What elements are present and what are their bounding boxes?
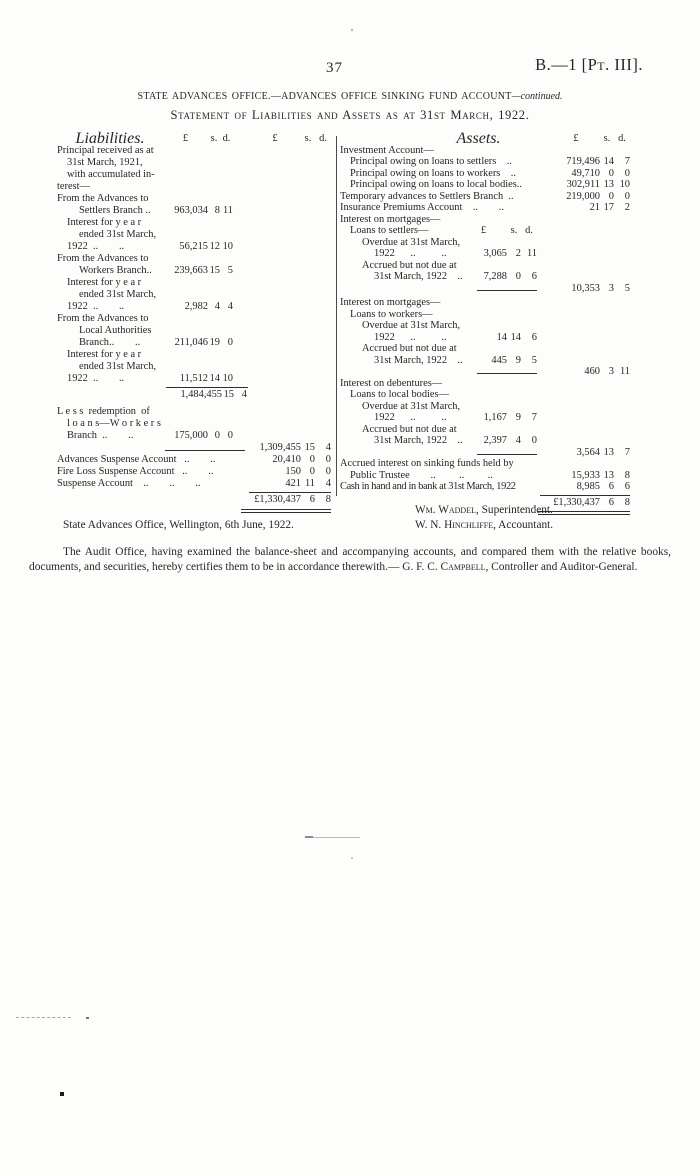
pence-header: d. <box>618 133 626 144</box>
shillings-header: s. <box>304 133 312 144</box>
ledger-line: terest— <box>57 181 90 192</box>
ledger-line: Overdue at 31st March, <box>362 400 461 412</box>
amount-shillings: 2 <box>515 248 521 259</box>
amount-pounds: 175,000 <box>174 430 208 441</box>
amount-pence: 11 <box>619 366 630 377</box>
ledger-line: Loans to local bodies— <box>350 389 449 400</box>
table-row <box>340 179 630 191</box>
table-row <box>340 260 630 283</box>
amount-pounds: 56,215 <box>179 241 208 252</box>
table-row <box>57 145 331 193</box>
ledger-line: From the Advances to <box>57 193 149 204</box>
sum-rule <box>477 373 537 374</box>
liabilities-column <box>57 130 331 505</box>
column-divider-rule <box>336 136 337 496</box>
ledger-line: Interest for y e a r <box>67 277 142 288</box>
amount-pence: 4 <box>325 478 331 489</box>
row-label <box>340 259 463 283</box>
row-label <box>340 389 537 401</box>
row-label <box>340 168 537 180</box>
amount-pounds: 49,710 <box>571 167 600 179</box>
liabilities-rows <box>57 145 331 513</box>
amount-shillings: 3 <box>608 282 614 294</box>
amount-pence: 7 <box>531 412 537 423</box>
amount-pounds: 20,410 <box>272 454 301 465</box>
ledger-line: Branch.. .. <box>79 337 141 348</box>
amount-shillings: 0 <box>309 454 315 465</box>
carry-row <box>340 366 630 378</box>
office-date-line: State Advances Office, Wellington, 6th June, 1922. <box>63 519 294 531</box>
row-label <box>340 297 537 309</box>
table-row <box>57 406 331 442</box>
shillings-header: s. <box>603 133 611 144</box>
ledger-line: Suspense Account .. .. .. <box>57 478 201 489</box>
table-row <box>340 424 630 447</box>
row-label <box>340 225 460 237</box>
ledger-line: ended 31st March, <box>79 229 157 240</box>
scan-artifact-dot <box>351 857 353 859</box>
accountant-name: W. N. Hinchliffe, <box>415 519 496 531</box>
row-label <box>57 349 163 385</box>
amount-shillings: 0 <box>309 466 315 477</box>
amount-pence: 11 <box>222 205 233 216</box>
ledger-line: 1922 .. .. <box>67 301 125 312</box>
table-row <box>57 494 331 506</box>
table-row <box>340 309 630 321</box>
ledger-line: 1922 .. .. <box>67 241 125 252</box>
amount-pounds: 963,034 <box>174 205 208 216</box>
auditor-title: , Controller and Auditor-General. <box>485 561 638 574</box>
ledger-line: Temporary advances to Settlers Branch .. <box>340 190 514 202</box>
table-row <box>57 313 331 349</box>
ledger-line: 31st March, 1922 .. <box>374 354 463 366</box>
amount-pounds: 421 <box>285 478 301 489</box>
row-label <box>340 156 537 168</box>
ledger-line: Branch .. .. <box>67 430 134 441</box>
accountant-role: Accountant. <box>495 519 554 531</box>
ledger-line: L e s s redemption of <box>57 406 150 417</box>
row-label <box>57 277 163 313</box>
amount-pence: 10 <box>222 373 233 384</box>
amount-shillings: 11 <box>304 478 315 489</box>
amount-pounds: 445 <box>491 354 507 366</box>
amount-pence: 0 <box>624 167 630 179</box>
ledger-line: with accumulated in- <box>67 169 155 180</box>
carry-row <box>57 442 331 454</box>
row-label <box>340 378 537 390</box>
table-row <box>340 389 630 401</box>
table-row <box>340 481 630 493</box>
amount-shillings: 17 <box>603 202 614 213</box>
scan-artifact-tick <box>305 836 313 838</box>
ledger-line: Principal owing on loans to settlers .. <box>350 156 512 167</box>
table-row <box>340 401 630 424</box>
amount-pence: 0 <box>531 435 537 446</box>
row-label <box>340 343 463 366</box>
row-label <box>340 423 463 447</box>
amount-shillings: 0 <box>515 271 521 282</box>
row-label <box>340 320 460 343</box>
liabilities-heading: Liabilities. <box>75 130 145 147</box>
scan-artifact-mark <box>86 1017 89 1019</box>
ledger-line: Principal received as at <box>57 145 154 156</box>
amount-pounds: 219,000 <box>566 190 600 202</box>
scan-artifact-line <box>307 837 360 838</box>
sum-rule <box>165 450 245 451</box>
amount-pounds: 211,046 <box>174 337 208 348</box>
superintendent-signature <box>415 504 553 516</box>
pence-header: d. <box>222 133 231 144</box>
row-label <box>57 253 163 277</box>
row-label <box>340 309 537 321</box>
amount-pounds: 7,288 <box>483 271 507 282</box>
sum-rule <box>477 290 537 291</box>
amount-shillings: 15 <box>304 442 315 453</box>
amount-pence: 2 <box>624 202 630 213</box>
amount-pounds: 14 <box>496 331 507 343</box>
row-label <box>57 313 163 349</box>
amount-shillings: 9 <box>515 354 521 366</box>
document-reference: B.—1 [Pt. III]. <box>535 55 643 74</box>
accountant-signature <box>415 519 553 531</box>
amount-pence: 6 <box>531 331 537 343</box>
pence-header: d. <box>319 133 327 144</box>
amount-pounds: 2,982 <box>184 301 208 312</box>
row-label <box>340 145 537 157</box>
amount-shillings: 6 <box>608 496 614 508</box>
ledger-line: Interest for y e a r <box>67 349 142 360</box>
amount-shillings: 19 <box>209 337 220 348</box>
row-label <box>340 458 537 481</box>
amount-pence: 8 <box>624 469 630 481</box>
amount-pounds: 1,484,455 <box>180 389 222 400</box>
amount-pence: 4 <box>227 301 233 312</box>
table-row <box>57 478 331 490</box>
amount-shillings: 0 <box>608 190 614 202</box>
table-row <box>57 466 331 478</box>
sum-rule <box>249 492 331 493</box>
amount-pence: 4 <box>325 442 331 453</box>
amount-shillings: 6 <box>309 494 315 505</box>
amount-pounds: 8,985 <box>576 481 600 492</box>
ledger-line: 1922 .. .. <box>374 331 447 343</box>
ledger-line: Insurance Premiums Account .. .. <box>340 202 504 213</box>
amount-pounds: 1,309,455 <box>259 442 301 453</box>
table-row <box>340 343 630 366</box>
ledger-line: Interest on debentures— <box>340 377 443 389</box>
table-row <box>340 202 630 214</box>
carry-row <box>340 283 630 295</box>
amount-pence: 10 <box>619 179 630 190</box>
amount-pence: d. <box>525 225 533 236</box>
table-row <box>57 454 331 466</box>
row-label <box>57 145 233 193</box>
superintendent-role: Superintendent. <box>478 504 553 516</box>
amount-shillings: 15 <box>209 265 220 276</box>
pounds-header: £ <box>272 133 278 144</box>
amount-pounds: 3,065 <box>483 248 507 259</box>
table-row <box>57 253 331 277</box>
amount-pounds: 10,353 <box>571 282 600 294</box>
amount-shillings: 14 <box>603 156 614 167</box>
amount-pence: 0 <box>325 466 331 477</box>
sum-rule <box>166 387 248 388</box>
ledger-line: Accrued but not due at <box>362 423 457 435</box>
assets-header-row <box>340 130 630 147</box>
table-row <box>57 193 331 217</box>
scan-artifact-dashes <box>16 1017 71 1019</box>
amount-pounds: 11,512 <box>179 373 208 384</box>
ledger-line: Settlers Branch .. <box>79 205 151 216</box>
amount-pounds: 2,397 <box>483 435 507 446</box>
amount-shillings: 13 <box>603 179 614 190</box>
table-row <box>340 458 630 481</box>
amount-pounds: 239,663 <box>174 265 208 276</box>
ledger-line: 31st March, 1922 .. <box>374 435 463 446</box>
ledger-line: From the Advances to <box>57 253 149 264</box>
row-label <box>57 193 163 217</box>
amount-pounds: £ <box>480 225 487 236</box>
amount-shillings: 0 <box>608 167 614 179</box>
amount-pence: 0 <box>624 190 630 202</box>
ledger-line: Loans to settlers— <box>350 225 429 236</box>
carry-row <box>340 447 630 459</box>
amount-shillings: 14 <box>510 331 521 343</box>
ledger-line: Overdue at 31st March, <box>362 320 461 331</box>
amount-pence: 0 <box>227 337 233 348</box>
row-label <box>57 217 163 253</box>
amount-pence: 7 <box>624 446 630 458</box>
amount-pence: 5 <box>531 354 537 366</box>
account-title-main: STATE ADVANCES OFFICE.—ADVANCES OFFICE SINKING FUND ACCOUNT <box>137 91 512 102</box>
table-row <box>57 217 331 253</box>
scan-artifact-square <box>60 1092 64 1096</box>
account-title <box>0 91 700 102</box>
amount-shillings: 8 <box>214 205 220 216</box>
table-row <box>57 349 331 385</box>
ledger-line: Interest for y e a r <box>67 217 142 228</box>
ledger-line: 31st March, 1921, <box>67 157 143 168</box>
amount-pence: 5 <box>227 265 233 276</box>
ledger-line: ended 31st March, <box>79 361 157 372</box>
audit-text: The Audit Office, having examined the balance-sheet and accompanying accounts, and compared them with the relative books, documents, and securities, hereby certifies them to be in accordance therewith.— <box>29 546 671 574</box>
pounds-header: £ <box>182 133 189 144</box>
ledger-line: Accrued but not due at <box>362 259 457 271</box>
ledger-line: Cash in hand and in bank at 31st March, 1922 <box>340 481 516 492</box>
amount-pence: 0 <box>325 454 331 465</box>
table-row <box>340 145 630 157</box>
amount-pounds: 460 <box>584 366 600 377</box>
superintendent-name: Wm. Waddel, <box>415 504 479 516</box>
ledger-line: Principal owing on loans to workers .. <box>350 167 516 179</box>
table-row <box>340 168 630 180</box>
page-number: 37 <box>326 60 343 76</box>
audit-certificate <box>29 545 671 575</box>
total-double-rule <box>241 509 331 514</box>
row-label <box>57 466 233 478</box>
ledger-line: Public Trustee .. .. .. <box>350 469 493 481</box>
row-label <box>340 237 460 260</box>
amount-pounds: 1,167 <box>483 412 507 423</box>
amount-shillings: 13 <box>603 469 614 481</box>
table-row <box>340 320 630 343</box>
row-label <box>340 179 537 191</box>
table-row <box>57 277 331 313</box>
ledger-line: Accrued interest on sinking funds held by <box>340 458 514 469</box>
ledger-line: 1922 .. .. <box>374 248 447 259</box>
row-label <box>340 191 537 203</box>
amount-shillings: 4 <box>214 301 220 312</box>
amount-pence: 0 <box>227 430 233 441</box>
amount-shillings: 4 <box>515 435 521 446</box>
table-row <box>340 191 630 203</box>
amount-pounds: 3,564 <box>576 446 600 458</box>
statement-title: Statement of Liabilities and Assets as at 31st March, 1922. <box>170 108 530 122</box>
amount-pence: 6 <box>531 271 537 282</box>
ledger-line: Principal owing on loans to local bodies.. <box>350 179 522 190</box>
amount-pounds: 719,496 <box>566 156 600 167</box>
amount-pence: 8 <box>325 494 331 505</box>
ledger-line: 1922 .. .. <box>67 373 125 384</box>
amount-pence: 6 <box>624 481 630 492</box>
account-title-continued: —continued. <box>511 91 563 102</box>
row-label <box>340 202 537 214</box>
amount-pounds: £1,330,437 <box>553 496 600 508</box>
amount-pounds: 302,911 <box>566 179 600 190</box>
amount-shillings: 14 <box>209 373 220 384</box>
ledger-line: Interest on mortgages— <box>340 297 441 308</box>
ledger-line: Fire Loss Suspense Account .. .. <box>57 466 214 477</box>
amount-shillings: 15 <box>223 389 234 400</box>
ledger-line: ended 31st March, <box>79 289 157 300</box>
assets-column <box>340 130 630 508</box>
shillings-header: s. <box>210 133 218 144</box>
amount-shillings: 12 <box>209 241 220 252</box>
amount-pence: 4 <box>241 389 247 400</box>
ledger-line: 1922 .. .. <box>374 412 447 423</box>
amount-pence: 5 <box>624 282 630 294</box>
sum-rule <box>540 495 630 496</box>
ledger-line: 31st March, 1922 .. <box>374 271 463 282</box>
row-label <box>340 401 460 424</box>
row-label <box>57 406 163 442</box>
amount-pence: 11 <box>526 248 537 259</box>
ledger-line: Workers Branch.. <box>79 265 152 276</box>
amount-shillings: 13 <box>603 446 614 458</box>
ledger-line: Loans to workers— <box>350 308 433 320</box>
liabilities-header-row <box>57 130 331 147</box>
amount-pence: 10 <box>222 241 233 252</box>
amount-pounds: £1,330,437 <box>254 494 301 505</box>
auditor-name: G. F. C. Campbell <box>402 561 486 574</box>
amount-pounds: 15,933 <box>571 469 600 481</box>
row-label <box>340 214 537 226</box>
table-row <box>57 389 331 401</box>
ledger-line: Overdue at 31st March, <box>362 236 461 248</box>
scan-artifact-dot <box>351 29 353 31</box>
ledger-line: Advances Suspense Account .. .. <box>57 454 216 465</box>
row-label <box>340 481 537 493</box>
table-row <box>340 297 630 309</box>
assets-rows <box>340 145 630 516</box>
ledger-line: Investment Account— <box>340 144 434 156</box>
sum-rule <box>477 454 537 455</box>
amount-pence: 7 <box>624 156 630 167</box>
pounds-header: £ <box>573 133 579 144</box>
amount-pounds: 21 <box>589 202 600 213</box>
table-row <box>340 237 630 260</box>
table-row <box>340 156 630 168</box>
amount-shillings: 6 <box>608 481 614 492</box>
amount-pence: 8 <box>624 496 630 508</box>
amount-shillings: 9 <box>515 412 521 423</box>
ledger-line: Interest on mortgages— <box>340 213 441 225</box>
ledger-line: From the Advances to <box>57 313 149 324</box>
ledger-line: Accrued but not due at <box>362 343 457 354</box>
amount-shillings: s. <box>510 225 518 236</box>
ledger-line: l o a n s—W o r k e r s <box>67 418 161 429</box>
amount-shillings: 0 <box>214 430 220 441</box>
table-row <box>340 225 630 237</box>
row-label <box>57 478 233 490</box>
table-row <box>340 378 630 390</box>
amount-pounds: 150 <box>285 466 301 477</box>
table-row <box>340 214 630 226</box>
assets-heading: Assets. <box>456 130 501 147</box>
ledger-line: Local Authorities <box>79 325 152 336</box>
amount-shillings: 3 <box>608 366 614 377</box>
row-label <box>57 454 233 466</box>
